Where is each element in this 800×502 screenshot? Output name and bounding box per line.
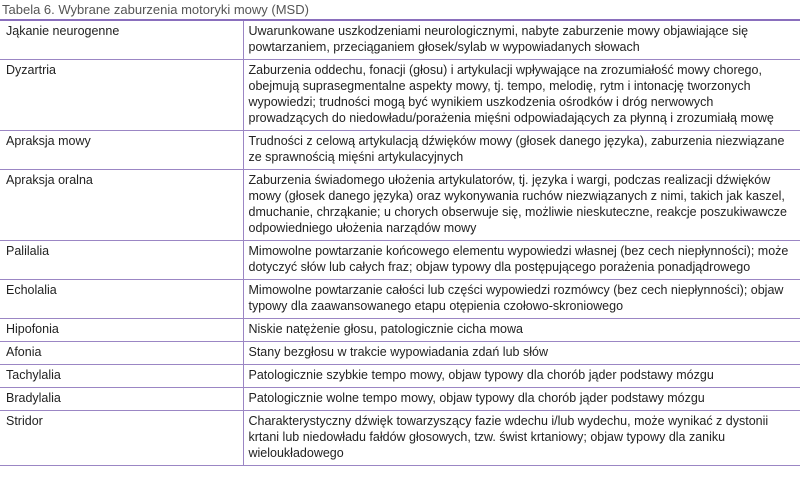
term-cell: Jąkanie neurogenne (0, 20, 243, 60)
table-row (0, 280, 800, 319)
description-cell: Zaburzenia świadomego ułożenia artykulatorów, tj. języka i wargi, podczas realizacji dźwięków mowy (głosek danego języka) oraz wykonywania ruchów niezwiązanych z nimi, takich jak kaszel, dmuchanie, chrząkanie; u chorych obserwuje się, możliwie nieskuteczne, reakcje poszukiwawcze odpowiedniego ułożenia narządów mowy (243, 170, 800, 241)
description-cell: Patologicznie szybkie tempo mowy, objaw typowy dla chorób jąder podstawy mózgu (243, 365, 800, 388)
table-row (0, 131, 800, 170)
term-cell: Echolalia (0, 280, 243, 319)
table-row (0, 411, 800, 466)
description-cell: Charakterystyczny dźwięk towarzyszący fazie wdechu i/lub wydechu, może wynikać z dystonii krtani lub niedowładu fałdów głosowych, tzw. świst krtaniowy; objaw typowy dla zaniku wieloukładowego (243, 411, 800, 466)
table-row (0, 342, 800, 365)
term-cell: Apraksja oralna (0, 170, 243, 241)
disorders-table-container (0, 19, 800, 466)
term-cell: Apraksja mowy (0, 131, 243, 170)
table-row (0, 20, 800, 60)
term-cell: Palilalia (0, 241, 243, 280)
table-row (0, 60, 800, 131)
disorders-table (0, 19, 800, 466)
description-cell: Uwarunkowane uszkodzeniami neurologicznymi, nabyte zaburzenie mowy objawiające się powtarzaniem, przeciąganiem głosek/sylab w wypowiadanych słowach (243, 20, 800, 60)
table-row (0, 170, 800, 241)
term-cell: Stridor (0, 411, 243, 466)
table-row (0, 319, 800, 342)
description-cell: Stany bezgłosu w trakcie wypowiadania zdań lub słów (243, 342, 800, 365)
term-cell: Afonia (0, 342, 243, 365)
table-row (0, 365, 800, 388)
term-cell: Hipofonia (0, 319, 243, 342)
description-cell: Patologicznie wolne tempo mowy, objaw typowy dla chorób jąder podstawy mózgu (243, 388, 800, 411)
table-row (0, 241, 800, 280)
table-row (0, 388, 800, 411)
description-cell: Trudności z celową artykulacją dźwięków mowy (głosek danego języka), zaburzenia niezwiązane ze sprawnością mięśni artykulacyjnych (243, 131, 800, 170)
description-cell: Niskie natężenie głosu, patologicznie cicha mowa (243, 319, 800, 342)
term-cell: Dyzartria (0, 60, 243, 131)
description-cell: Mimowolne powtarzanie całości lub części wypowiedzi rozmówcy (bez cech niepłynności); objaw typowy dla zaawansowanego etapu otępienia czołowo-skroniowego (243, 280, 800, 319)
description-cell: Mimowolne powtarzanie końcowego elementu wypowiedzi własnej (bez cech niepłynności); może dotyczyć słów lub całych fraz; objaw typowy dla postępującego porażenia ponadjądrowego (243, 241, 800, 280)
table-caption: Tabela 6. Wybrane zaburzenia motoryki mowy (MSD) (2, 2, 309, 17)
term-cell: Bradylalia (0, 388, 243, 411)
term-cell: Tachylalia (0, 365, 243, 388)
description-cell: Zaburzenia oddechu, fonacji (głosu) i artykulacji wpływające na zrozumiałość mowy chorego, obejmują suprasegmentalne aspekty mowy, tj. tempo, melodię, rytm i intonację tworzonych wypowiedzi; trudności mogą być wynikiem uszkodzenia ośrodków i dróg nerwowych prowadzących do niedowładu/porażenia mięśni odpowiadających za płynną i zrozumiałą mowę (243, 60, 800, 131)
